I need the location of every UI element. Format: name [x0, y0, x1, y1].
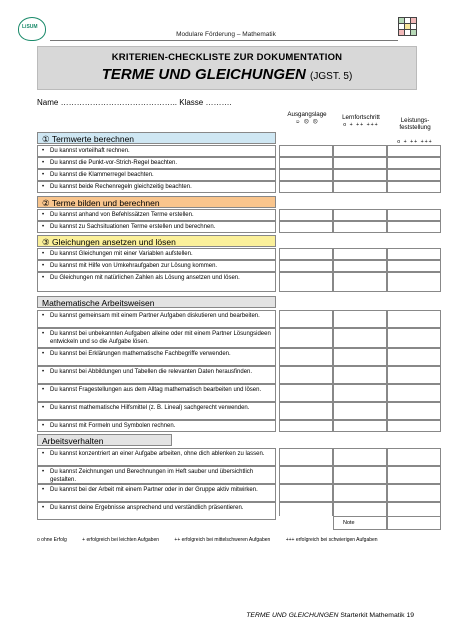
title-box	[37, 46, 417, 90]
rating-cell[interactable]	[279, 328, 333, 348]
criterion-row: • Du kannst anhand von Befehlssätzen Terme erstellen.	[37, 209, 276, 221]
rating-cell[interactable]	[279, 157, 333, 169]
rating-cell[interactable]	[279, 272, 333, 292]
name-class-line: Name …………………………………….. Klasse ……….	[37, 98, 232, 107]
grid-icon	[398, 17, 418, 37]
section-header: ② Terme bilden und berechnen	[37, 196, 276, 208]
column-header-lernfortschritt	[333, 114, 389, 129]
criterion-row: • Du kannst gemeinsam mit einem Partner Aufgaben diskutieren und bearbeiten.	[37, 310, 276, 328]
criterion-row: • Du kannst bei Abbildungen und Tabellen die relevanten Daten herausfinden.	[37, 366, 276, 384]
rating-cell[interactable]	[387, 466, 441, 484]
rating-cell[interactable]	[333, 484, 387, 502]
column-scale: o + ++ +++	[397, 139, 433, 145]
rating-cell[interactable]	[279, 260, 333, 272]
rating-cell[interactable]	[333, 145, 387, 157]
criterion-row: • Du kannst konzentriert an einer Aufgabe arbeiten, ohne dich ablenken zu lassen.	[37, 448, 276, 466]
rating-cell[interactable]	[279, 181, 333, 193]
rating-cell[interactable]	[387, 221, 441, 233]
rating-cell[interactable]	[387, 157, 441, 169]
column-label: Ausgangslage	[287, 111, 327, 118]
rating-cell[interactable]	[279, 348, 333, 366]
rating-cell[interactable]	[387, 181, 441, 193]
rating-cell[interactable]	[279, 448, 333, 466]
rating-cell[interactable]	[333, 260, 387, 272]
legend	[37, 537, 417, 543]
rating-cell[interactable]	[333, 248, 387, 260]
section-header: ① Termwerte berechnen	[37, 132, 276, 144]
rating-cell[interactable]	[387, 248, 441, 260]
legend-item: +++ erfolgreich bei schwierigen Aufgaben	[285, 537, 378, 543]
criterion-row: • Du kannst zu Sachsituationen Terme erstellen und berechnen.	[37, 221, 276, 233]
grade-label: (JGST. 5)	[310, 71, 353, 82]
rating-cell[interactable]	[333, 402, 387, 420]
rating-cell[interactable]	[387, 272, 441, 292]
criterion-row: • Du kannst mathematische Hilfsmittel (z. B. Lineal) sachgerecht verwenden.	[37, 402, 276, 420]
criterion-row: • Du kannst Gleichungen mit einer Variablen aufstellen.	[37, 248, 276, 260]
rating-cell[interactable]	[387, 420, 441, 432]
rating-cell[interactable]	[279, 420, 333, 432]
criterion-row: • Du kannst Zeichnungen und Berechnungen im Heft sauber und übersichtlich gestalten.	[37, 466, 276, 484]
rating-cell[interactable]	[333, 384, 387, 402]
legend-item: o ohne Erfolg	[37, 537, 67, 543]
rating-cell[interactable]	[333, 366, 387, 384]
rating-cell[interactable]	[333, 181, 387, 193]
rating-cell[interactable]	[387, 260, 441, 272]
rating-cell[interactable]	[279, 145, 333, 157]
section-header: ③ Gleichungen ansetzen und lösen	[37, 235, 276, 247]
rating-cell[interactable]	[333, 448, 387, 466]
footer-text: Starterkit Mathematik	[340, 612, 405, 619]
rating-cell[interactable]	[387, 484, 441, 502]
legend-item: ++ erfolgreich bei mittelschweren Aufgaben	[174, 537, 271, 543]
footer-title: TERME UND GLEICHUNGEN	[246, 612, 339, 619]
note-label: Note	[343, 520, 355, 526]
rating-cell[interactable]	[333, 221, 387, 233]
criterion-row: • Du kannst bei der Arbeit mit einem Partner oder in der Gruppe aktiv mitwirken.	[37, 484, 276, 502]
rating-cell[interactable]	[279, 366, 333, 384]
criterion-row: • Du kannst mit Hilfe von Umkehraufgaben zur Lösung kommen.	[37, 260, 276, 272]
rating-cell[interactable]	[279, 402, 333, 420]
rating-cell[interactable]	[387, 145, 441, 157]
column-header-ausgangslage	[279, 111, 335, 126]
note-cell-empty	[279, 516, 333, 530]
topic-heading	[38, 66, 416, 83]
rating-cell[interactable]	[333, 466, 387, 484]
rating-cell[interactable]	[387, 384, 441, 402]
checklist-heading: KRITERIEN-CHECKLISTE ZUR DOKUMENTATION	[111, 52, 343, 63]
column-label: Lernfortschritt	[342, 114, 380, 121]
rating-cell[interactable]	[387, 169, 441, 181]
rating-cell[interactable]	[387, 209, 441, 221]
header-subtitle: Modulare Förderung – Mathematik	[176, 31, 276, 38]
criterion-row: • Du kannst deine Ergebnisse ansprechend und verständlich präsentieren.	[37, 502, 276, 520]
rating-cell[interactable]	[279, 466, 333, 484]
rating-cell[interactable]	[333, 157, 387, 169]
note-cell[interactable]	[333, 516, 387, 530]
note-cell[interactable]	[387, 516, 441, 530]
rating-cell[interactable]	[333, 420, 387, 432]
criterion-row: • Du kannst beide Rechenregeln gleichzeitig beachten.	[37, 181, 276, 193]
criterion-row: • Du Gleichungen mit natürlichen Zahlen als Lösung ansetzen und lösen.	[37, 272, 276, 292]
column-scale: o + ++ +++	[343, 121, 379, 128]
rating-cell[interactable]	[387, 328, 441, 348]
page-footer	[0, 612, 414, 619]
rating-cell[interactable]	[387, 310, 441, 328]
rating-cell[interactable]	[333, 328, 387, 348]
criterion-row: • Du kannst Fragestellungen aus dem Alltag mathematisch bearbeiten und lösen.	[37, 384, 276, 402]
rating-cell[interactable]	[279, 384, 333, 402]
rating-cell[interactable]	[333, 348, 387, 366]
criterion-row: • Du kannst bei unbekannten Aufgaben alleine oder mit einem Partner Lösungsideen entwickeln und so die Aufgabe lösen.	[37, 328, 276, 348]
section-header: Mathematische Arbeitsweisen	[37, 296, 276, 308]
legend-item: + erfolgreich bei leichten Aufgaben	[82, 537, 160, 543]
criterion-row: • Du kannst mit Formeln und Symbolen rechnen.	[37, 420, 276, 432]
rating-cell[interactable]	[387, 402, 441, 420]
rating-cell[interactable]	[279, 169, 333, 181]
rating-cell[interactable]	[333, 272, 387, 292]
criterion-row: • Du kannst vorteilhaft rechnen.	[37, 145, 276, 157]
criterion-row: • Du kannst die Klammerregel beachten.	[37, 169, 276, 181]
rating-cell[interactable]	[387, 348, 441, 366]
logo-text: LiSUM	[22, 24, 38, 30]
rating-cell[interactable]	[279, 310, 333, 328]
criterion-row: • Du kannst bei Erklärungen mathematische Fachbegriffe verwenden.	[37, 348, 276, 366]
rating-cell[interactable]	[387, 366, 441, 384]
rating-cell[interactable]	[279, 209, 333, 221]
rating-cell[interactable]	[279, 221, 333, 233]
section-header: Arbeitsverhalten	[37, 434, 172, 446]
rating-cell[interactable]	[333, 310, 387, 328]
rating-cell[interactable]	[333, 209, 387, 221]
criterion-row: • Du kannst die Punkt-vor-Strich-Regel beachten.	[37, 157, 276, 169]
rating-cell[interactable]	[279, 484, 333, 502]
page-number: 19	[406, 612, 414, 619]
rating-cell[interactable]	[387, 448, 441, 466]
column-label: Leistungs- feststellung	[399, 116, 431, 131]
column-scale: ☺ ☹ ☹	[295, 118, 319, 125]
topic-title: TERME UND GLEICHUNGEN	[101, 66, 306, 83]
rating-cell[interactable]	[279, 248, 333, 260]
rating-cell[interactable]	[333, 169, 387, 181]
header-divider	[50, 40, 398, 41]
